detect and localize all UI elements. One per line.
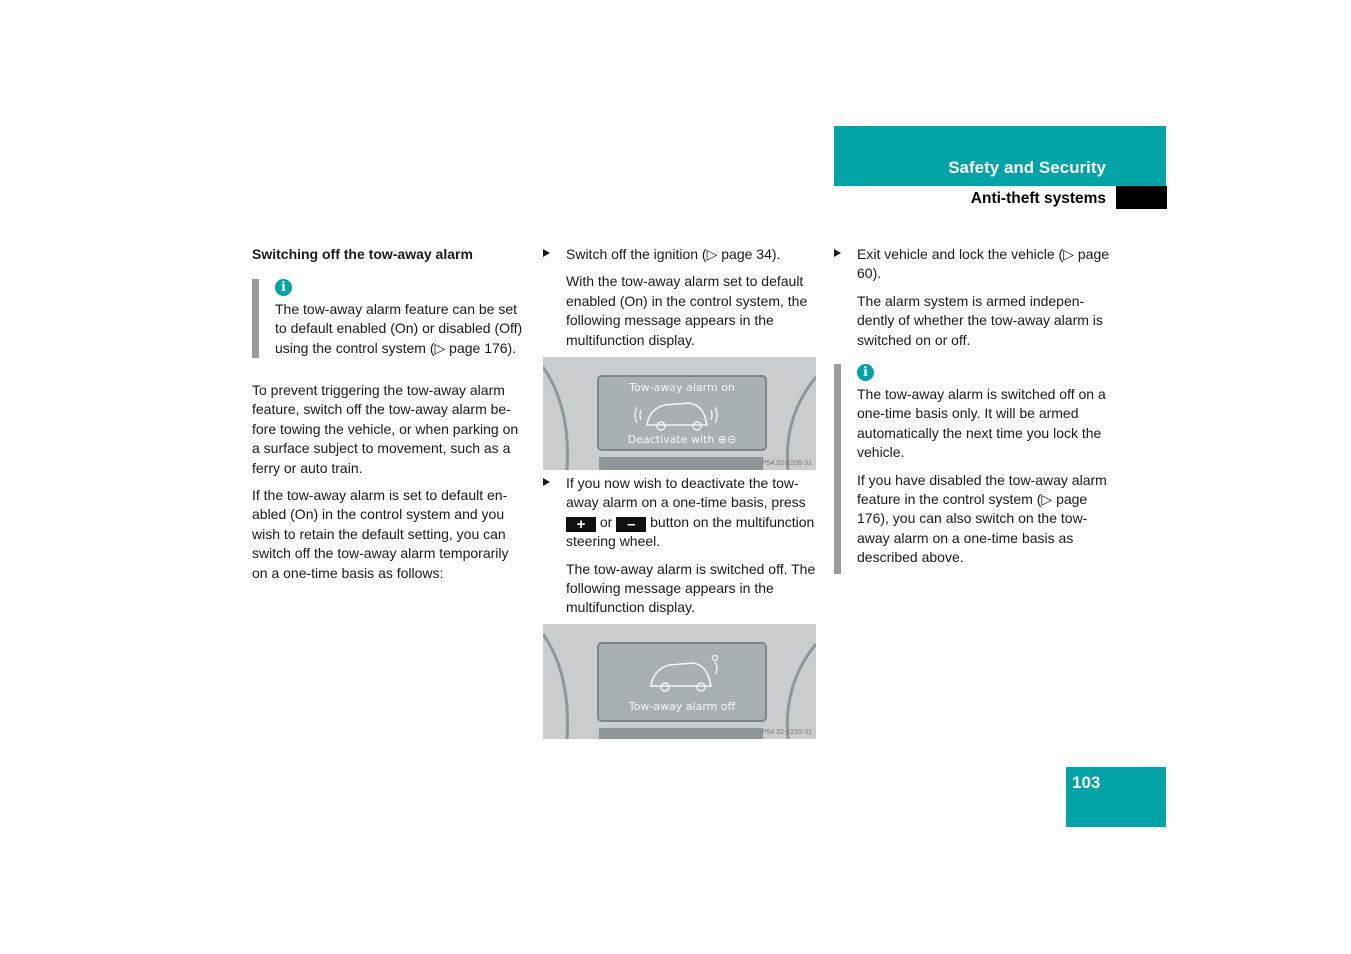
bullet-arrow-icon [543,249,550,257]
minus-button-icon: – [616,517,646,532]
subsection-title: Anti-theft systems [970,190,1106,207]
info-icon: i [857,364,874,381]
section-tab-marker [1116,186,1167,209]
paragraph: The tow-away alarm is switched off. The following message appears in the multifunction display. [566,560,816,616]
display-line-1: Tow-away alarm off [628,700,736,713]
display-screen [597,642,767,722]
page-number: 103 [1072,773,1101,792]
bullet-arrow-icon [834,249,841,257]
paragraph: To prevent triggering the tow-away alarm feature, switch off the tow-away alarm be-fore towing the vehicle, or when parking on a surface subject to movement, such as a ferry or auto train. [252,382,519,476]
multifunction-display-image [543,624,816,739]
step-item [543,245,816,264]
car-alarm-icon [629,395,729,431]
step-text: Switch off the ignition (▷ page 34). [566,246,781,262]
middle-column-top [543,245,816,358]
step-item [543,474,816,552]
display-line-1: Tow-away alarm on [629,381,735,394]
paragraph: If the tow-away alarm is set to default en-abled (On) in the control system and you wish to retain the default setting, you can switch off the tow-away alarm temporarily on a one-time basis as follows: [252,487,509,581]
display-line-2: Deactivate with ⊕⊖ [627,433,737,446]
image-code: P54.32-2206-31 [761,460,812,467]
step-text: button on the multifunction steering wheel. [566,513,815,550]
paragraph: With the tow-away alarm set to default enabled (On) in the control system, the following message appears in the multifunction display. [566,273,808,348]
step-item [834,245,1109,284]
left-body [252,381,527,591]
step-text-or: or [599,513,613,530]
section-heading: Switching off the tow-away alarm [252,246,473,262]
paragraph: The alarm system is armed indepen-dently of whether the tow-away alarm is switched on or off. [857,292,1103,348]
step-text: If you now wish to deactivate the tow-away alarm on a one-time basis, press [566,475,806,511]
step-text: Exit vehicle and lock the vehicle (▷ page 60). [857,246,1110,282]
info-note [252,279,530,358]
middle-column-bottom [543,474,816,626]
car-alarm-off-icon [639,652,739,692]
right-column [834,245,1109,358]
info-note-text: If you have disabled the tow-away alarm feature in the control system (▷ page 176), you can also switch on the tow-away alarm on a one-time basis as described above. [857,471,1107,566]
bullet-arrow-icon [543,478,550,486]
info-note-text: The tow-away alarm feature can be set to default enabled (On) or disabled (Off) using the control system (▷ page 176). [275,301,523,356]
display-screen [597,375,767,451]
info-icon: i [275,279,292,296]
image-code: P54.32-2210-31 [761,729,812,736]
info-note-text: The tow-away alarm is switched off on a one-time basis only. It will be armed automatically the next time you lock the vehicle. [857,386,1106,461]
section-title: Safety and Security [948,158,1106,177]
info-note [834,364,1109,574]
multifunction-display-image [543,357,816,470]
plus-button-icon: + [566,517,596,532]
left-column [252,245,527,272]
